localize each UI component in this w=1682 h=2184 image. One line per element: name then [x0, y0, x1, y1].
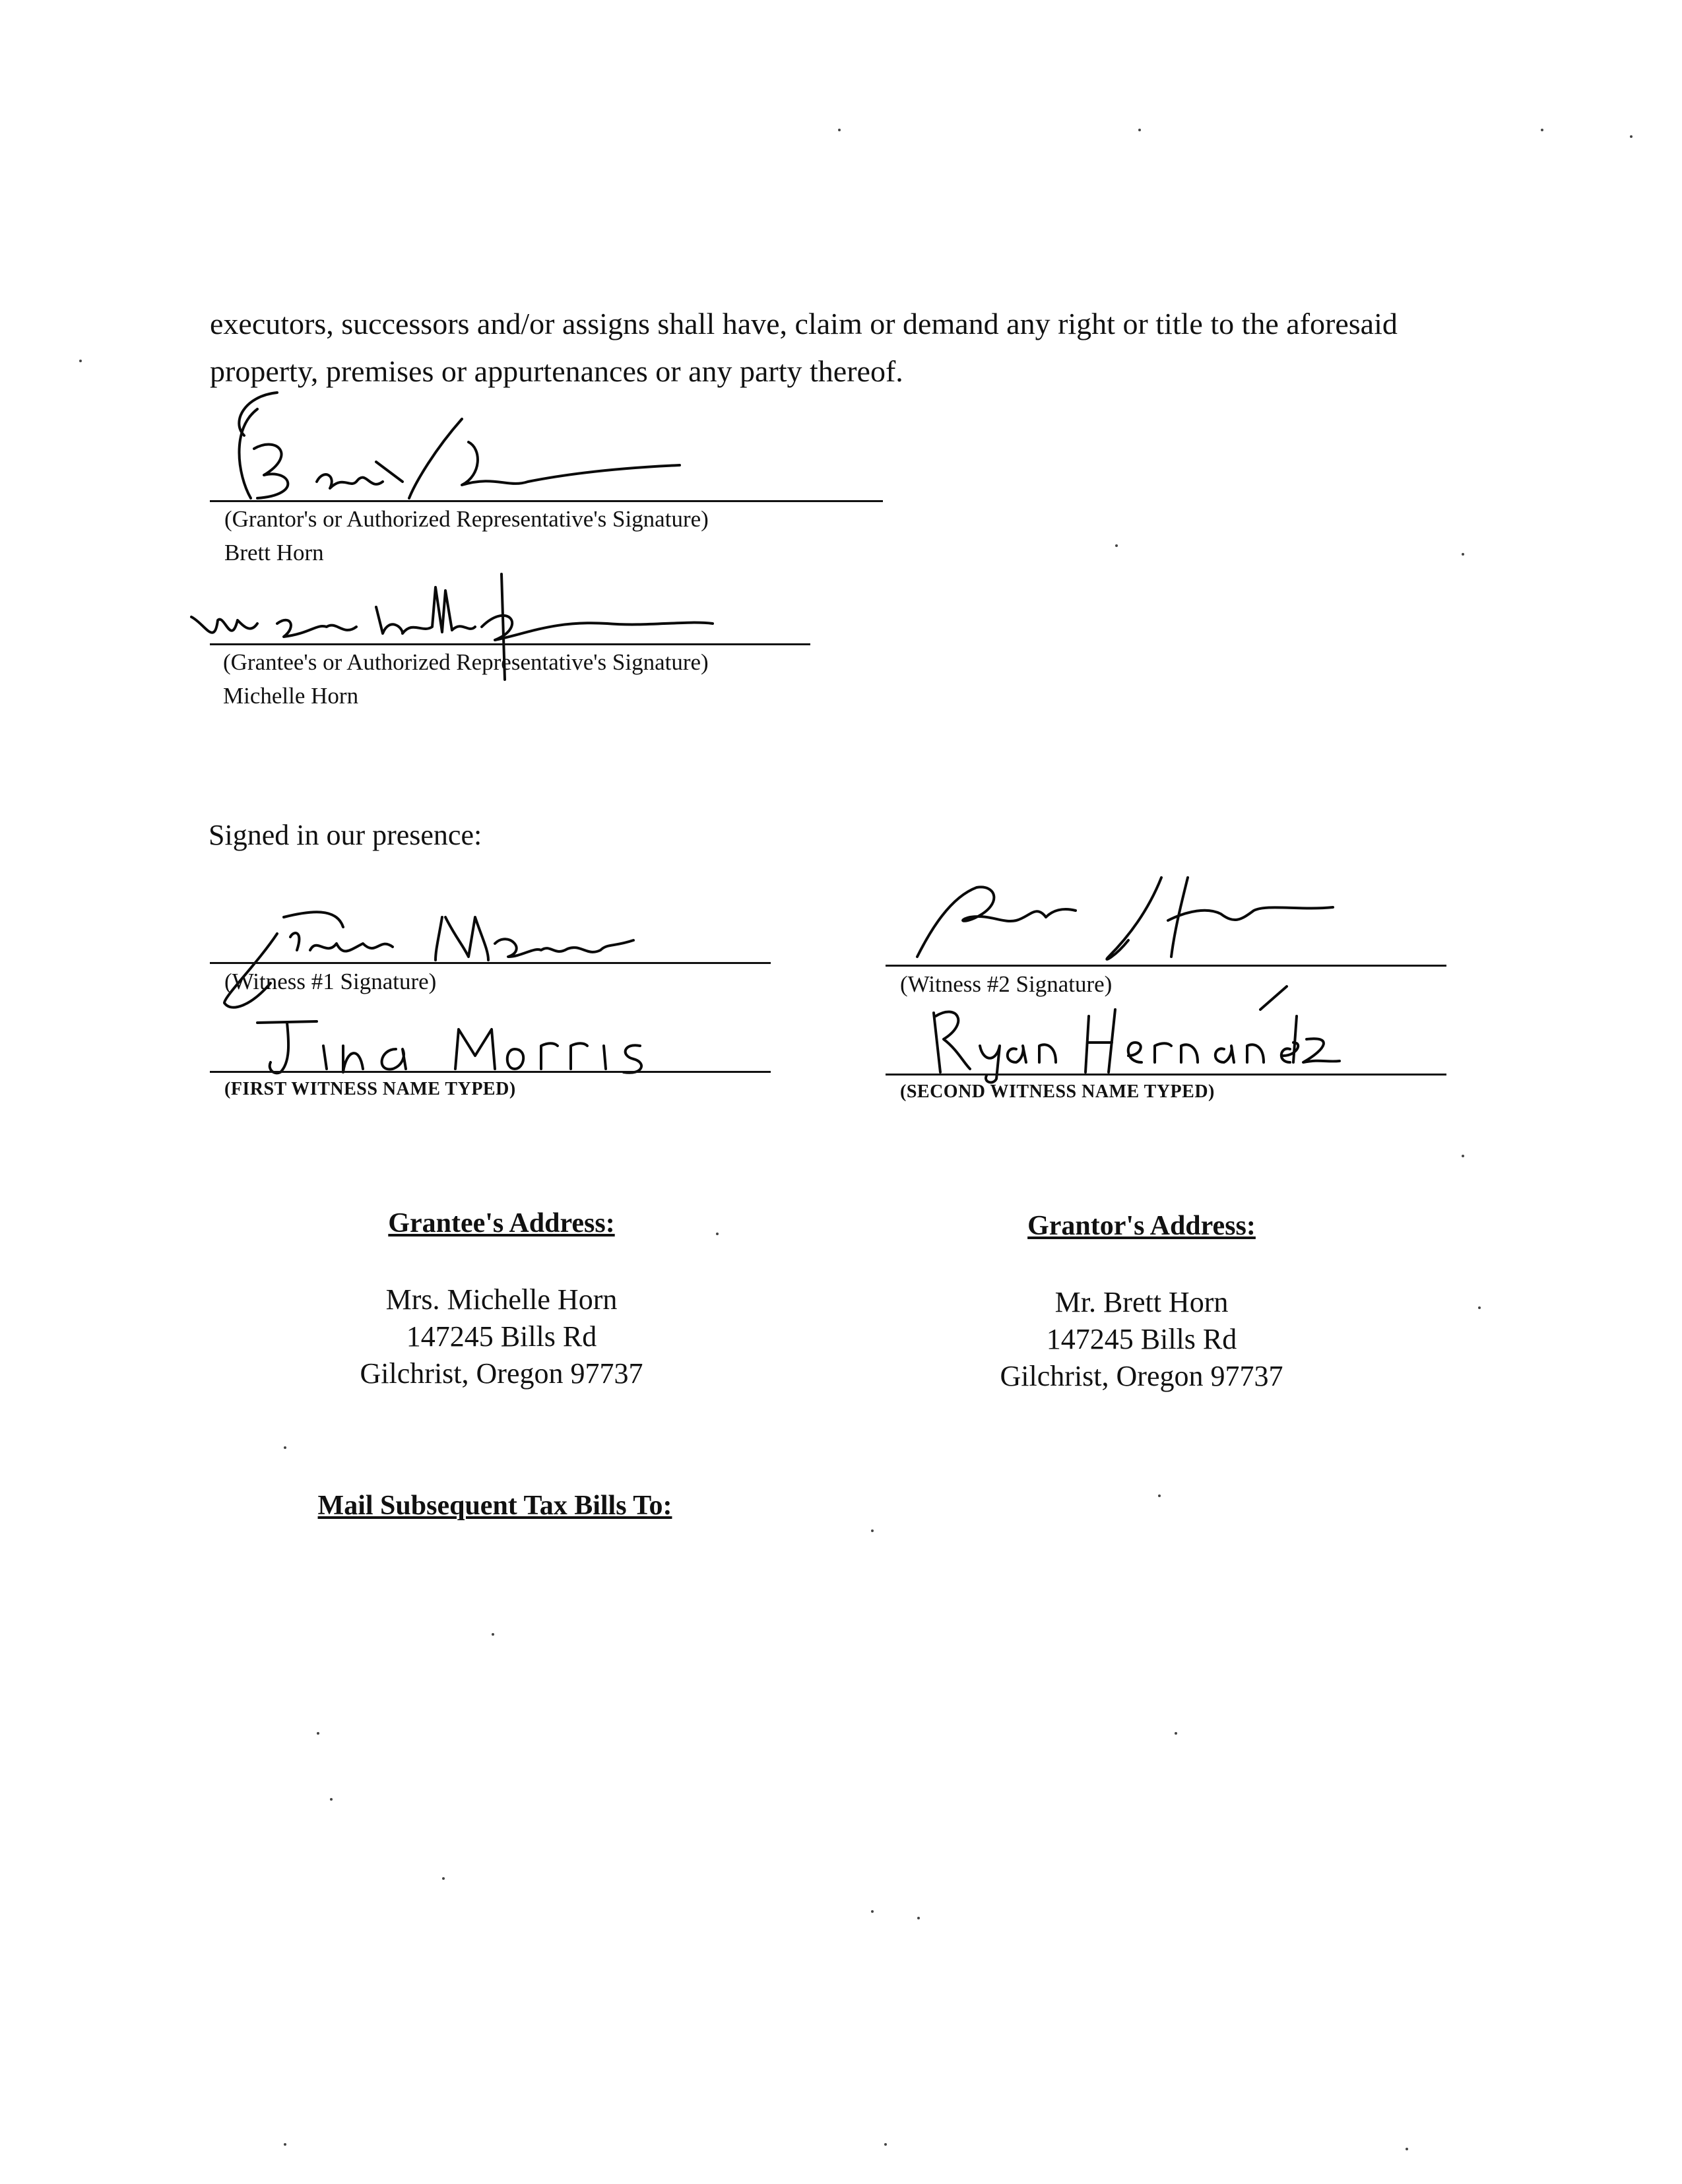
scan-speck [1406, 2148, 1408, 2150]
witness2-signature-caption: (Witness #2 Signature) [900, 971, 1113, 997]
scan-speck [79, 360, 82, 362]
witness1-signature-caption: (Witness #1 Signature) [224, 969, 437, 994]
scan-speck [1175, 1732, 1177, 1735]
grantor-signature-line [210, 500, 883, 502]
witness2-handwritten-signature [904, 858, 1353, 977]
scan-speck [442, 1877, 445, 1880]
witness-intro: Signed in our presence: [209, 819, 482, 851]
tax-bills-heading: Mail Subsequent Tax Bills To: [317, 1491, 672, 1521]
grantor-address-block [944, 1284, 1340, 1395]
witness1-signature-line [210, 962, 771, 964]
scan-speck [317, 1732, 319, 1735]
grantee-address-block [304, 1281, 699, 1392]
grantor-handwritten-signature [218, 383, 693, 515]
grantor-signature-caption: (Grantor's or Authorized Representative's Signature) [224, 506, 709, 532]
grantor-address-line-3: Gilchrist, Oregon 97737 [1000, 1360, 1283, 1392]
scan-speck [884, 2143, 887, 2146]
body-paragraph [210, 300, 1464, 395]
grantee-signature-line [210, 643, 810, 645]
scan-speck [838, 129, 841, 131]
witness2-name-line [886, 1074, 1446, 1076]
scan-speck [1158, 1494, 1161, 1497]
body-line-1: executors, successors and/or assigns shall have, claim or demand any right or title to the aforesaid [210, 307, 1398, 340]
scan-speck [716, 1233, 719, 1235]
witness1-name-line [210, 1071, 771, 1073]
witness2-name-caption: (SECOND WITNESS NAME TYPED) [900, 1081, 1215, 1102]
scan-speck [1462, 1155, 1464, 1157]
scan-speck [871, 1529, 874, 1532]
body-line-2: property, premises or appurtenances or any party thereof. [210, 354, 903, 388]
grantor-address-line-1: Mr. Brett Horn [1054, 1286, 1229, 1318]
scan-speck [871, 1910, 874, 1913]
witness2-handwritten-name [917, 977, 1326, 1082]
scan-speck [1115, 544, 1118, 547]
scan-speck [330, 1798, 333, 1801]
grantor-name: Brett Horn [224, 540, 324, 565]
witness2-signature-line [886, 965, 1446, 967]
scan-speck [284, 1446, 286, 1449]
grantee-address-line-2: 147245 Bills Rd [406, 1320, 597, 1353]
grantee-address-heading: Grantee's Address: [388, 1208, 615, 1238]
scan-speck [1541, 129, 1543, 131]
grantee-address-line-3: Gilchrist, Oregon 97737 [360, 1357, 643, 1390]
scan-speck [492, 1633, 494, 1636]
scan-speck [1462, 553, 1464, 556]
grantee-name: Michelle Horn [223, 683, 359, 709]
scan-speck [284, 2143, 286, 2146]
scan-speck [1138, 129, 1141, 131]
witness1-name-caption: (FIRST WITNESS NAME TYPED) [224, 1079, 516, 1099]
grantee-signature-caption: (Grantee's or Authorized Representative's Signature) [223, 649, 709, 675]
scan-speck [1478, 1306, 1481, 1309]
scan-speck [917, 1917, 920, 1919]
scan-speck [1630, 135, 1633, 138]
grantor-address-line-2: 147245 Bills Rd [1046, 1323, 1237, 1355]
grantee-address-line-1: Mrs. Michelle Horn [385, 1283, 618, 1316]
grantor-address-heading: Grantor's Address: [1027, 1211, 1256, 1241]
witness1-handwritten-signature [211, 897, 660, 1023]
